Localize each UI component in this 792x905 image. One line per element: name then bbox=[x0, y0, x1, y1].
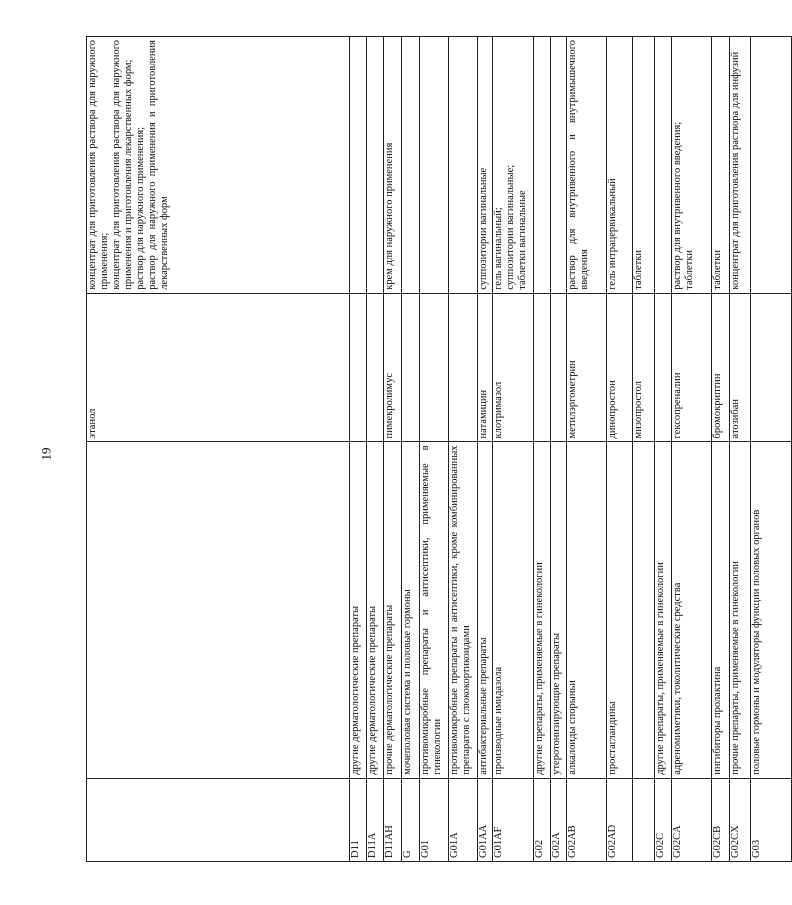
dosage-forms-cell bbox=[551, 37, 567, 294]
drug-cell bbox=[655, 293, 672, 442]
code-cell: G02AB bbox=[567, 778, 607, 861]
code-cell: G01AF bbox=[493, 778, 534, 861]
code-cell: G01A bbox=[449, 778, 478, 861]
dosage-form-line: гель интрацервикальный bbox=[607, 178, 618, 290]
group-cell: противомикробные препараты и антисептики, применяемые в гинекологии bbox=[420, 442, 449, 778]
group-cell: другие препараты, применяемые в гинекологии bbox=[655, 442, 672, 778]
table-row bbox=[730, 37, 751, 862]
dosage-forms-cell bbox=[712, 37, 730, 294]
drug-cell bbox=[350, 293, 367, 442]
group-cell: ингибиторы пролактина bbox=[712, 442, 730, 778]
code-cell: G02C bbox=[655, 778, 672, 861]
dosage-form-line: таблетки вагинальные bbox=[517, 190, 528, 290]
drug-cell bbox=[551, 293, 567, 442]
code-cell: G02CX bbox=[730, 778, 751, 861]
table-row bbox=[367, 37, 384, 862]
drug-cell: этанол bbox=[87, 293, 350, 442]
table-row bbox=[493, 37, 534, 862]
table-row bbox=[420, 37, 449, 862]
drug-table bbox=[86, 36, 792, 862]
dosage-form-line: таблетки bbox=[633, 250, 644, 290]
dosage-form-line: концентрат для приготовления раствора для инфузий bbox=[730, 51, 741, 290]
dosage-forms-cell bbox=[87, 37, 350, 294]
dosage-form-line: концентрат для приготовления раствора для наружного применения; bbox=[87, 40, 110, 290]
dosage-forms-cell bbox=[478, 37, 493, 294]
group-cell bbox=[633, 442, 655, 778]
drug-cell: динопростон bbox=[607, 293, 633, 442]
dosage-form-line: концентрат для приготовления раствора для наружного применения и приготовления лекарственных форм; bbox=[111, 40, 134, 290]
table-row bbox=[534, 37, 551, 862]
code-cell: G01AA bbox=[478, 778, 493, 861]
table-row bbox=[384, 37, 402, 862]
drug-cell: гексопреналин bbox=[672, 293, 712, 442]
dosage-form-line: раствор для внутривенного и внутримышечного введения bbox=[567, 40, 590, 290]
group-cell: прочие препараты, применяемые в гинекологии bbox=[730, 442, 751, 778]
drug-cell bbox=[402, 293, 420, 442]
code-cell: D11 bbox=[350, 778, 367, 861]
group-cell bbox=[87, 442, 350, 778]
group-cell: производные имидазола bbox=[493, 442, 534, 778]
drug-cell bbox=[420, 293, 449, 442]
group-cell: мочеполовая система и половые гормоны bbox=[402, 442, 420, 778]
dosage-forms-cell bbox=[633, 37, 655, 294]
drug-cell: натамицин bbox=[478, 293, 493, 442]
dosage-forms-cell bbox=[402, 37, 420, 294]
dosage-forms-cell bbox=[367, 37, 384, 294]
dosage-forms-cell bbox=[655, 37, 672, 294]
code-cell: D11A bbox=[367, 778, 384, 861]
drug-cell: клотримазол bbox=[493, 293, 534, 442]
drug-cell bbox=[534, 293, 551, 442]
drug-cell: мизопростол bbox=[633, 293, 655, 442]
group-cell: другие препараты, применяемые в гинекологии bbox=[534, 442, 551, 778]
code-cell bbox=[87, 778, 350, 861]
dosage-forms-cell bbox=[350, 37, 367, 294]
group-cell: другие дерматологические препараты bbox=[350, 442, 367, 778]
code-cell: G02CA bbox=[672, 778, 712, 861]
code-cell: D11AH bbox=[384, 778, 402, 861]
dosage-form-line: суппозитории вагинальные bbox=[478, 167, 489, 290]
code-cell: G02CB bbox=[712, 778, 730, 861]
dosage-forms-cell bbox=[493, 37, 534, 294]
table-row bbox=[607, 37, 633, 862]
dosage-form-line: таблетки bbox=[712, 250, 723, 290]
dosage-form-line: суппозитории вагинальные; bbox=[505, 164, 516, 290]
dosage-forms-cell bbox=[672, 37, 712, 294]
table-body bbox=[87, 37, 792, 862]
code-cell: G02AD bbox=[607, 778, 633, 861]
drug-cell bbox=[751, 293, 792, 442]
table-row bbox=[633, 37, 655, 862]
code-cell bbox=[633, 778, 655, 861]
table-row bbox=[712, 37, 730, 862]
dosage-form-line: раствор для наружного применения; bbox=[135, 126, 146, 290]
code-cell: G03 bbox=[751, 778, 792, 861]
code-cell: G bbox=[402, 778, 420, 861]
table-row bbox=[449, 37, 478, 862]
table-row bbox=[87, 37, 350, 862]
dosage-forms-cell bbox=[534, 37, 551, 294]
drug-cell bbox=[449, 293, 478, 442]
code-cell: G01 bbox=[420, 778, 449, 861]
table-row bbox=[402, 37, 420, 862]
drug-cell bbox=[367, 293, 384, 442]
dosage-forms-cell bbox=[607, 37, 633, 294]
dosage-form-line: крем для наружного применения bbox=[384, 142, 395, 290]
table-row bbox=[567, 37, 607, 862]
group-cell: другие дерматологические препараты bbox=[367, 442, 384, 778]
table-row bbox=[350, 37, 367, 862]
page-number: 19 bbox=[38, 447, 54, 461]
table-row bbox=[751, 37, 792, 862]
dosage-forms-cell bbox=[420, 37, 449, 294]
group-cell: половые гормоны и модуляторы функции половых органов bbox=[751, 442, 792, 778]
dosage-form-line: таблетки bbox=[684, 250, 695, 290]
drug-cell: атозибан bbox=[730, 293, 751, 442]
dosage-form-line: раствор для внутривенного введения; bbox=[672, 121, 683, 290]
group-cell: утеротонизирующие препараты bbox=[551, 442, 567, 778]
dosage-form-line: гель вагинальный; bbox=[493, 207, 504, 290]
group-cell: прочие дерматологические препараты bbox=[384, 442, 402, 778]
code-cell: G02A bbox=[551, 778, 567, 861]
dosage-forms-cell bbox=[449, 37, 478, 294]
group-cell: адреномиметики, токолитические средства bbox=[672, 442, 712, 778]
group-cell: противомикробные препараты и антисептики, кроме комбинированных препаратов с глюкокортикоидами bbox=[449, 442, 478, 778]
drug-cell: метилэргометрин bbox=[567, 293, 607, 442]
drug-cell: бромокриптин bbox=[712, 293, 730, 442]
table-row bbox=[655, 37, 672, 862]
drug-cell: пимекролимус bbox=[384, 293, 402, 442]
rotated-table-container bbox=[86, 36, 762, 862]
dosage-forms-cell bbox=[730, 37, 751, 294]
group-cell: простагландины bbox=[607, 442, 633, 778]
dosage-forms-cell bbox=[567, 37, 607, 294]
dosage-form-line: раствор для наружного применения и приготовления лекарственных форм bbox=[147, 40, 170, 290]
dosage-forms-cell bbox=[751, 37, 792, 294]
table-row bbox=[551, 37, 567, 862]
group-cell: антибактериальные препараты bbox=[478, 442, 493, 778]
dosage-forms-cell bbox=[384, 37, 402, 294]
table-row bbox=[672, 37, 712, 862]
code-cell: G02 bbox=[534, 778, 551, 861]
group-cell: алкалоиды спорыньи bbox=[567, 442, 607, 778]
table-row bbox=[478, 37, 493, 862]
